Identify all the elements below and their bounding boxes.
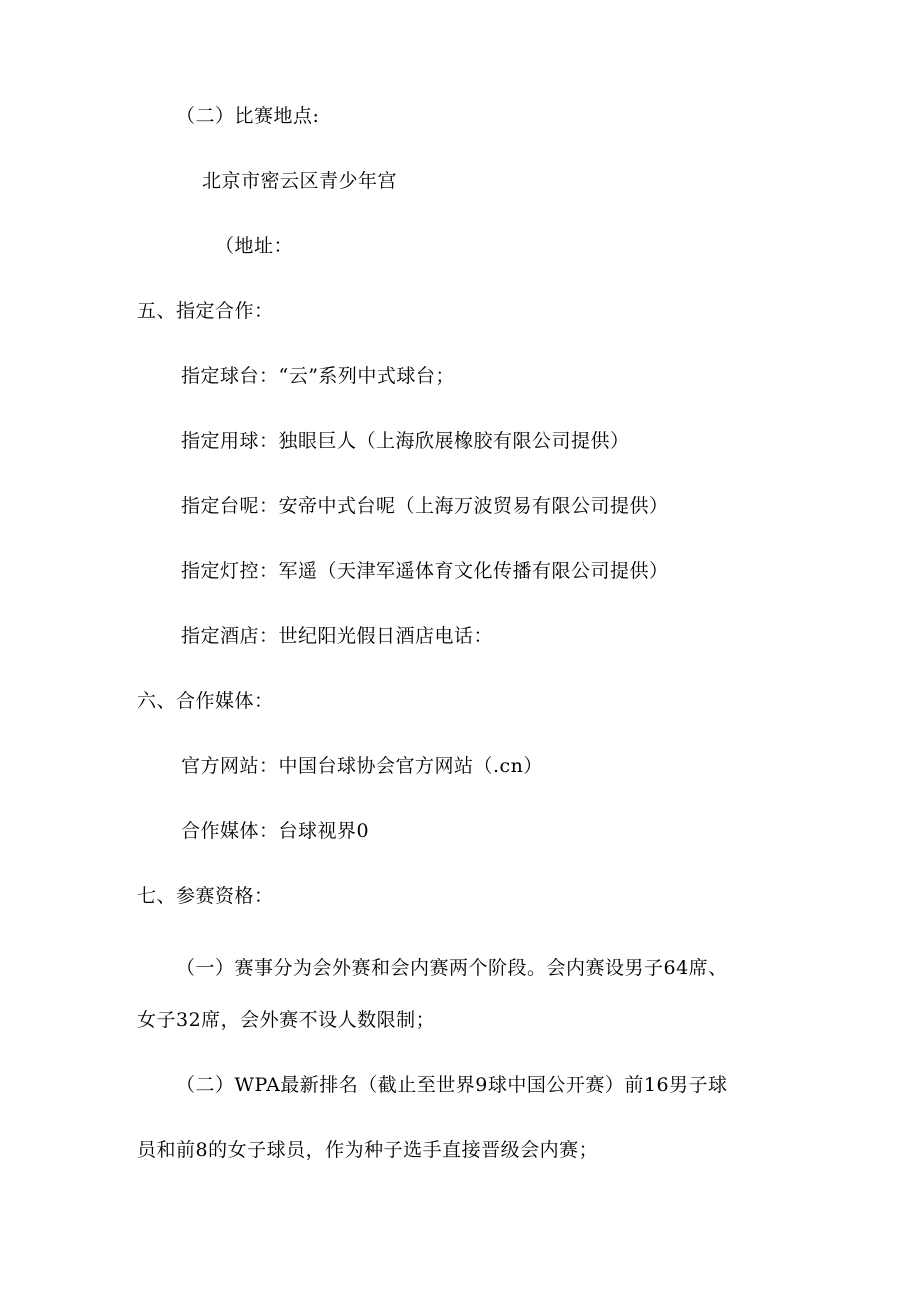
partner-lighting: 指定灯控：军遥（天津军遥体育文化传播有限公司提供） — [181, 560, 669, 582]
eligibility-item-2-line-1: （二）WPA最新排名（截止至世界9球中国公开赛）前16男子球 — [176, 1074, 728, 1096]
section-heading-eligibility: 七、参赛资格： — [137, 885, 274, 907]
venue-heading: （二）比赛地点: — [176, 105, 320, 127]
media-partner: 合作媒体：台球视界0 — [181, 820, 370, 842]
partner-ball: 指定用球：独眼巨人（上海欣展橡胶有限公司提供） — [181, 430, 630, 452]
venue-address: （地址： — [215, 235, 294, 257]
partner-table: 指定球台：“云”系列中式球台； — [181, 365, 455, 387]
media-official-site: 官方网站：中国台球协会官方网站（.cn） — [181, 755, 543, 777]
partner-cloth: 指定台呢：安帝中式台呢（上海万波贸易有限公司提供） — [181, 495, 669, 517]
section-heading-partners: 五、指定合作： — [137, 300, 274, 322]
venue-name: 北京市密云区青少年宫 — [202, 170, 398, 192]
eligibility-item-1-line-2: 女子32席，会外赛不设人数限制； — [137, 1009, 436, 1031]
eligibility-item-1-line-1: （一）赛事分为会外赛和会内赛两个阶段。会内赛设男子64席、 — [176, 957, 728, 979]
partner-hotel: 指定酒店：世纪阳光假日酒店电话： — [181, 625, 494, 647]
eligibility-item-2-line-2: 员和前8的女子球员，作为种子选手直接晋级会内赛； — [137, 1139, 599, 1161]
section-heading-media: 六、合作媒体： — [137, 690, 274, 712]
